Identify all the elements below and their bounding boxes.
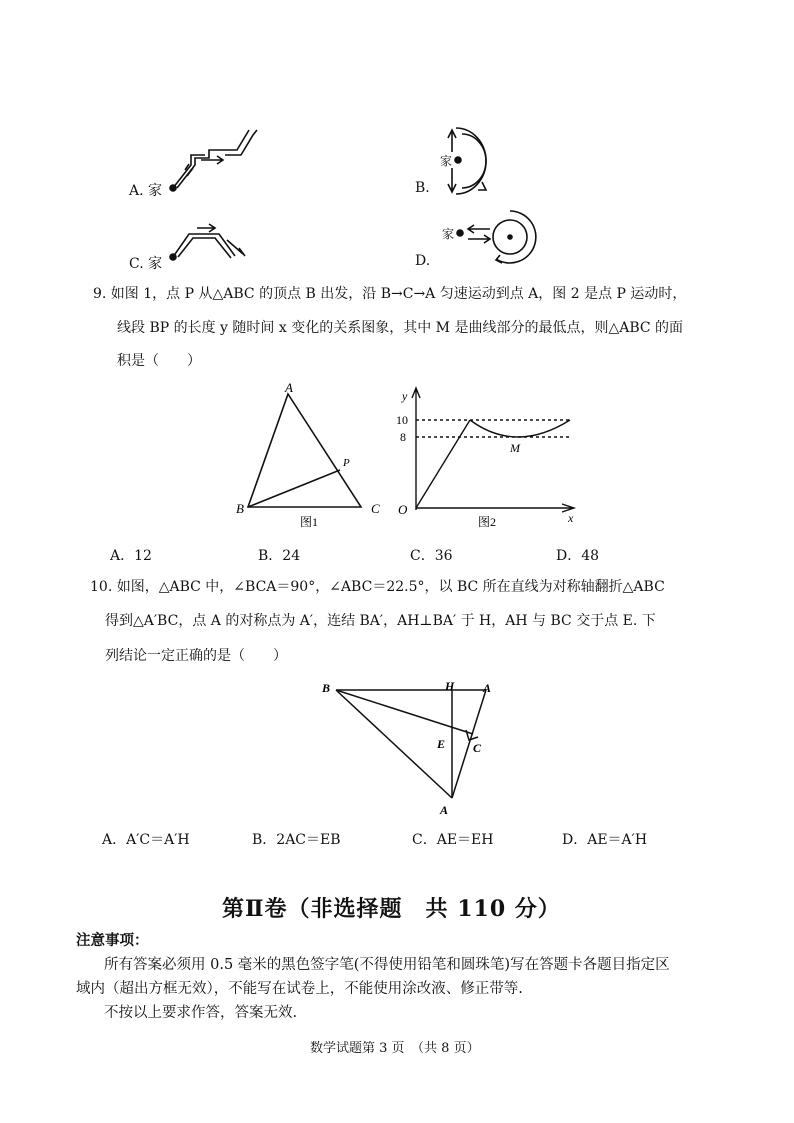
q9-option-c: C．36 (410, 548, 453, 564)
home-label: 家 (148, 256, 163, 272)
q8-option-a-label (129, 180, 162, 200)
point-b-label: B (236, 501, 244, 516)
q8-option-a-diagram (165, 120, 285, 200)
point-c-label: C (371, 501, 380, 516)
y-tick-8: 8 (400, 430, 406, 444)
point-e-label: E (437, 737, 446, 751)
note-1b: 域内（超出方框无效），不能写在试卷上，不能使用涂改液、修正带等. (76, 981, 523, 997)
notes-heading: 注意事项： (76, 932, 149, 949)
q10-option-b: B．2AC＝EB (252, 832, 341, 848)
q9-option-a: A．12 (110, 548, 152, 564)
q10-line2: 得到△A′BC，点 A 的对称点为 A′，连结 BA′，AH⊥BA′ 于 H，AH 与 BC 交于点 E. 下 (105, 613, 656, 629)
figure2-caption: 图2 (478, 515, 497, 529)
q9-figure1 (236, 380, 386, 530)
q9-line2: 线段 BP 的长度 y 随时间 x 变化的关系图象，其中 M 是曲线部分的最低点，则△ABC 的面 (117, 320, 684, 336)
q9-line1: 9. 如图 1，点 P 从△ABC 的顶点 B 出发，沿 B→C→A 匀速运动到点 A，图 2 是点 P 运动时， (93, 286, 687, 302)
point-a-label: A (285, 380, 293, 395)
note-2: 不按以上要求作答，答案无效. (104, 1005, 298, 1021)
q10-option-a: A．A′C＝A′H (102, 832, 190, 848)
q10-line3: 列结论一定正确的是（ ） (105, 648, 287, 664)
q10-option-d: D．AE＝A′H (562, 832, 648, 848)
home-label: 家 (148, 183, 163, 199)
page-footer: 数学试题第 3 页 （共 8 页） (310, 1041, 480, 1056)
point-p-label: P (343, 457, 350, 469)
point-h-label: H (445, 679, 455, 693)
option-letter: A. (129, 183, 144, 199)
q9-figure2 (392, 380, 592, 530)
note-1a: 所有答案必须用 0.5 毫米的黑色签字笔(不得使用铅笔和圆珠笔)写在答题卡各题目指定区 (104, 957, 670, 973)
home-label: 家 (442, 227, 455, 241)
home-label: 家 (440, 154, 453, 168)
y-axis-label: y (402, 389, 408, 403)
q8-option-d-diagram (438, 205, 548, 275)
q10-figure (318, 678, 508, 818)
point-c-label: C (473, 741, 482, 755)
point-b-label: B (322, 681, 331, 695)
q9-option-d: D．48 (556, 548, 600, 564)
figure1-caption: 图1 (300, 515, 319, 529)
q9-option-b: B．24 (258, 548, 301, 564)
x-axis-label: x (568, 511, 574, 525)
option-letter: D. (415, 253, 431, 269)
option-letter: B. (415, 180, 430, 196)
q8-option-c-label (129, 253, 162, 273)
origin-label: O (398, 502, 408, 517)
q8-option-d-label (415, 253, 430, 269)
section-title: 第Ⅱ卷（非选择题 共 110 分） (222, 896, 561, 922)
q10-option-c: C．AE＝EH (412, 832, 494, 848)
point-a-prime-label: A (440, 803, 449, 817)
q8-option-c-diagram (165, 214, 265, 274)
point-a-label: A (483, 681, 492, 695)
q8-option-b-label (415, 180, 430, 196)
q9-line3: 积是（ ） (117, 353, 201, 369)
option-letter: C. (129, 256, 144, 272)
q8-option-b-diagram (438, 120, 528, 200)
q10-line1: 10. 如图，△ABC 中，∠BCA＝90°，∠ABC＝22.5°，以 BC 所在直线为对称轴翻折△ABC (90, 579, 665, 595)
y-tick-10: 10 (396, 413, 408, 427)
point-m-label: M (510, 441, 520, 455)
